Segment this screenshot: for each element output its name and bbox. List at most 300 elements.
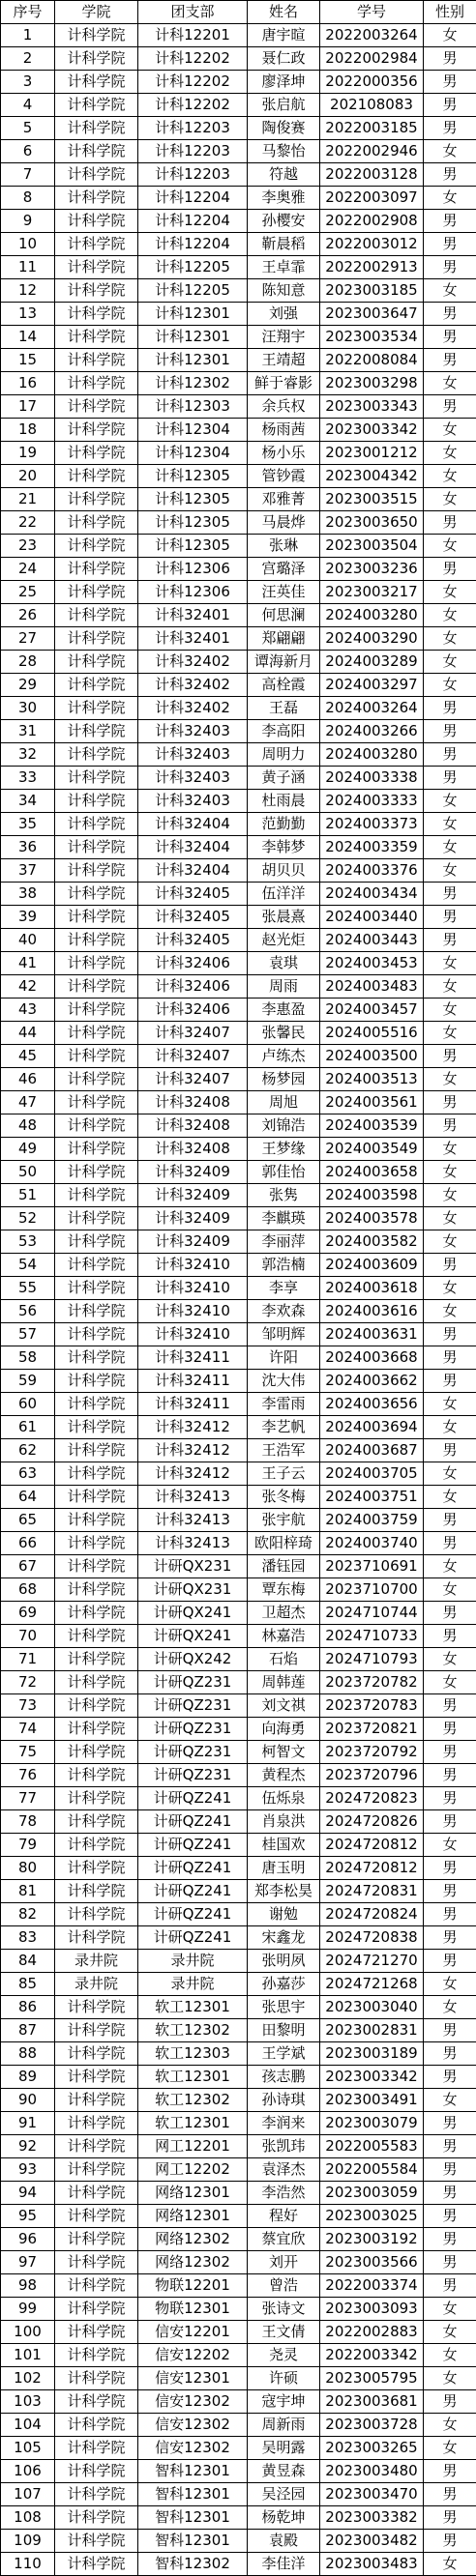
cell-gender: 女 [424, 465, 476, 488]
cell-student-id: 2023003189 [320, 2042, 424, 2066]
table-row [1, 47, 476, 71]
cell-branch: 计科12301 [138, 303, 248, 326]
table-row [1, 2228, 476, 2251]
cell-branch: 计科32411 [138, 1393, 248, 1416]
cell-gender: 男 [424, 1694, 476, 1718]
cell-student-id: 2022008084 [320, 349, 424, 372]
cell-branch: 计科32410 [138, 1300, 248, 1323]
table-row [1, 1184, 476, 1207]
cell-name: 聂仁政 [248, 47, 320, 71]
cell-gender: 男 [424, 2390, 476, 2414]
cell-college: 计科学院 [55, 2158, 138, 2182]
cell-college: 计科学院 [55, 395, 138, 419]
cell-student-id: 2024003598 [320, 1184, 424, 1207]
cell-college: 计科学院 [55, 2135, 138, 2158]
cell-branch: 计研QZ241 [138, 1880, 248, 1903]
cell-name: 许硕 [248, 2367, 320, 2390]
cell-branch: 智科12301 [138, 2530, 248, 2553]
cell-name: 何思澜 [248, 604, 320, 627]
cell-index: 82 [1, 1903, 55, 1926]
table-row [1, 581, 476, 604]
cell-branch: 计科12202 [138, 47, 248, 71]
cell-index: 109 [1, 2530, 55, 2553]
cell-index: 33 [1, 767, 55, 790]
cell-student-id: 2024003440 [320, 906, 424, 929]
cell-gender: 女 [424, 2414, 476, 2437]
cell-index: 13 [1, 303, 55, 326]
cell-branch: 计科32413 [138, 1532, 248, 1555]
cell-college: 计科学院 [55, 1068, 138, 1091]
cell-name: 黄昱森 [248, 2460, 320, 2483]
cell-student-id: 2023003343 [320, 395, 424, 419]
cell-gender: 女 [424, 790, 476, 813]
cell-branch: 计科12301 [138, 326, 248, 349]
cell-college: 计科学院 [55, 836, 138, 859]
cell-student-id: 2024003457 [320, 999, 424, 1022]
cell-student-id: 2023003534 [320, 326, 424, 349]
cell-college: 计科学院 [55, 1857, 138, 1880]
cell-student-id: 2024003483 [320, 975, 424, 999]
cell-branch: 信安12201 [138, 2321, 248, 2344]
cell-branch: 计研QZ241 [138, 1787, 248, 1810]
cell-branch: 计科12203 [138, 163, 248, 187]
cell-index: 31 [1, 720, 55, 743]
cell-name: 靳晨稻 [248, 233, 320, 256]
table-row [1, 1114, 476, 1138]
cell-gender: 女 [424, 1393, 476, 1416]
table-body [1, 24, 476, 2576]
cell-college: 计科学院 [55, 2112, 138, 2135]
cell-branch: 计科32407 [138, 1022, 248, 1045]
cell-index: 85 [1, 1973, 55, 1996]
cell-gender: 女 [424, 1161, 476, 1184]
cell-name: 宋鑫龙 [248, 1926, 320, 1950]
table-row [1, 767, 476, 790]
cell-college: 计科学院 [55, 790, 138, 813]
cell-branch: 智科12301 [138, 2506, 248, 2530]
cell-gender: 女 [424, 1207, 476, 1230]
table-row [1, 442, 476, 465]
cell-name: 廖泽坤 [248, 71, 320, 94]
cell-college: 计科学院 [55, 2182, 138, 2205]
cell-college: 录井院 [55, 1973, 138, 1996]
cell-college: 计科学院 [55, 604, 138, 627]
cell-index: 8 [1, 187, 55, 210]
cell-name: 孩志鹏 [248, 2066, 320, 2089]
cell-name: 曾浩 [248, 2274, 320, 2298]
cell-student-id: 2024003561 [320, 1091, 424, 1114]
cell-branch: 计科32413 [138, 1509, 248, 1532]
cell-gender: 男 [424, 395, 476, 419]
cell-college: 计科学院 [55, 627, 138, 651]
cell-branch: 计研QZ241 [138, 1926, 248, 1950]
cell-index: 84 [1, 1950, 55, 1973]
cell-branch: 网络12301 [138, 2205, 248, 2228]
cell-student-id: 2024003759 [320, 1509, 424, 1532]
cell-name: 周韩莲 [248, 1671, 320, 1694]
cell-college: 计科学院 [55, 2506, 138, 2530]
cell-branch: 信安12301 [138, 2367, 248, 2390]
cell-student-id: 2024003549 [320, 1138, 424, 1161]
cell-college: 计科学院 [55, 1416, 138, 1439]
cell-index: 9 [1, 210, 55, 233]
cell-student-id: 2023003515 [320, 488, 424, 511]
cell-index: 79 [1, 1834, 55, 1857]
cell-gender: 女 [424, 674, 476, 697]
cell-name: 王梦缘 [248, 1138, 320, 1161]
table-row [1, 140, 476, 163]
cell-student-id: 2024003631 [320, 1323, 424, 1346]
cell-branch: 计科32411 [138, 1370, 248, 1393]
cell-gender: 女 [424, 1184, 476, 1207]
cell-branch: 智科12302 [138, 2553, 248, 2576]
cell-gender: 女 [424, 999, 476, 1022]
cell-student-id: 2023003681 [320, 2390, 424, 2414]
cell-name: 高栓霞 [248, 674, 320, 697]
cell-college: 计科学院 [55, 1439, 138, 1462]
cell-gender: 男 [424, 1718, 476, 1741]
cell-gender: 男 [424, 71, 476, 94]
cell-name: 郭浩楠 [248, 1254, 320, 1277]
cell-branch: 计科32404 [138, 836, 248, 859]
table-row [1, 465, 476, 488]
cell-name: 唐宇暄 [248, 24, 320, 47]
table-row [1, 349, 476, 372]
cell-name: 郭佳怡 [248, 1161, 320, 1184]
cell-branch: 计科12205 [138, 256, 248, 279]
cell-name: 张隽 [248, 1184, 320, 1207]
cell-college: 计科学院 [55, 1602, 138, 1625]
cell-gender: 男 [424, 767, 476, 790]
cell-name: 伍洋洋 [248, 883, 320, 906]
cell-name: 张琳 [248, 535, 320, 558]
cell-name: 张宇航 [248, 1509, 320, 1532]
cell-college: 计科学院 [55, 163, 138, 187]
cell-college: 计科学院 [55, 140, 138, 163]
cell-index: 37 [1, 859, 55, 883]
cell-student-id: 2024003290 [320, 627, 424, 651]
cell-gender: 女 [424, 1462, 476, 1486]
cell-name: 王文倩 [248, 2321, 320, 2344]
cell-branch: 计科32407 [138, 1068, 248, 1091]
cell-branch: 计科12202 [138, 71, 248, 94]
table-row [1, 1323, 476, 1346]
table-row [1, 906, 476, 929]
cell-gender: 女 [424, 952, 476, 975]
cell-branch: 计研QX231 [138, 1578, 248, 1602]
table-row [1, 395, 476, 419]
cell-gender: 男 [424, 1091, 476, 1114]
table-row [1, 1810, 476, 1834]
cell-college: 计科学院 [55, 674, 138, 697]
cell-student-id: 2022005583 [320, 2135, 424, 2158]
cell-index: 6 [1, 140, 55, 163]
cell-college: 计科学院 [55, 975, 138, 999]
cell-branch: 智科12301 [138, 2460, 248, 2483]
cell-index: 110 [1, 2553, 55, 2576]
table-row [1, 2066, 476, 2089]
cell-gender: 女 [424, 1834, 476, 1857]
cell-gender: 男 [424, 1903, 476, 1926]
cell-student-id: 2023003059 [320, 2182, 424, 2205]
cell-branch: 计科32410 [138, 1277, 248, 1300]
cell-student-id: 2023003342 [320, 419, 424, 442]
table-row [1, 1416, 476, 1439]
cell-college: 计科学院 [55, 2367, 138, 2390]
cell-index: 94 [1, 2182, 55, 2205]
cell-index: 107 [1, 2483, 55, 2506]
cell-name: 宫璐泽 [248, 558, 320, 581]
cell-index: 29 [1, 674, 55, 697]
table-row [1, 2042, 476, 2066]
cell-college: 计科学院 [55, 2321, 138, 2344]
cell-student-id: 2022002883 [320, 2321, 424, 2344]
cell-name: 汪翔宇 [248, 326, 320, 349]
cell-name: 尧灵 [248, 2344, 320, 2367]
cell-college: 计科学院 [55, 1393, 138, 1416]
cell-student-id: 2024003694 [320, 1416, 424, 1439]
cell-branch: 计研QX231 [138, 1555, 248, 1578]
table-row [1, 1555, 476, 1578]
table-row [1, 2506, 476, 2530]
cell-college: 计科学院 [55, 1834, 138, 1857]
cell-college: 计科学院 [55, 2089, 138, 2112]
cell-name: 周旭 [248, 1091, 320, 1114]
cell-name: 谢勉 [248, 1903, 320, 1926]
cell-student-id: 2023003566 [320, 2251, 424, 2274]
cell-branch: 计科32405 [138, 883, 248, 906]
cell-college: 计科学院 [55, 697, 138, 720]
cell-index: 43 [1, 999, 55, 1022]
cell-name: 李雷雨 [248, 1393, 320, 1416]
cell-college: 计科学院 [55, 488, 138, 511]
cell-branch: 计科32404 [138, 813, 248, 836]
cell-student-id: 202108083 [320, 94, 424, 117]
cell-branch: 计科32405 [138, 929, 248, 952]
cell-gender: 男 [424, 2019, 476, 2042]
cell-gender: 女 [424, 1996, 476, 2019]
cell-gender: 女 [424, 604, 476, 627]
cell-college: 计科学院 [55, 1207, 138, 1230]
table-row [1, 883, 476, 906]
cell-branch: 计研QZ241 [138, 1903, 248, 1926]
cell-branch: 计科32403 [138, 720, 248, 743]
table-row [1, 1926, 476, 1950]
cell-branch: 计科12204 [138, 233, 248, 256]
cell-name: 孙诗琪 [248, 2089, 320, 2112]
cell-branch: 计研QZ241 [138, 1810, 248, 1834]
table-row [1, 1091, 476, 1114]
cell-college: 计科学院 [55, 1578, 138, 1602]
cell-index: 83 [1, 1926, 55, 1950]
cell-student-id: 2024003513 [320, 1068, 424, 1091]
cell-gender: 男 [424, 2530, 476, 2553]
table-row [1, 790, 476, 813]
cell-college: 计科学院 [55, 1161, 138, 1184]
cell-index: 102 [1, 2367, 55, 2390]
cell-index: 68 [1, 1578, 55, 1602]
cell-index: 23 [1, 535, 55, 558]
table-row [1, 1486, 476, 1509]
table-row [1, 1787, 476, 1810]
cell-college: 计科学院 [55, 47, 138, 71]
table-row [1, 1462, 476, 1486]
cell-index: 49 [1, 1138, 55, 1161]
cell-branch: 计研QX241 [138, 1602, 248, 1625]
cell-branch: 计科32403 [138, 743, 248, 767]
cell-gender: 男 [424, 1532, 476, 1555]
cell-branch: 计科32403 [138, 790, 248, 813]
cell-branch: 计科32406 [138, 975, 248, 999]
cell-name: 李奥雅 [248, 187, 320, 210]
cell-name: 潘钰园 [248, 1555, 320, 1578]
cell-student-id: 2023003298 [320, 372, 424, 395]
cell-college: 计科学院 [55, 1810, 138, 1834]
cell-index: 15 [1, 349, 55, 372]
cell-name: 张凯玮 [248, 2135, 320, 2158]
cell-index: 30 [1, 697, 55, 720]
cell-student-id: 2024003359 [320, 836, 424, 859]
cell-branch: 计科32410 [138, 1254, 248, 1277]
cell-gender: 男 [424, 163, 476, 187]
table-row [1, 674, 476, 697]
cell-branch: 软工12302 [138, 2089, 248, 2112]
cell-name: 刘开 [248, 2251, 320, 2274]
table-row [1, 859, 476, 883]
cell-name: 杨乾坤 [248, 2506, 320, 2530]
cell-index: 46 [1, 1068, 55, 1091]
cell-gender: 男 [424, 2182, 476, 2205]
cell-name: 周明力 [248, 743, 320, 767]
cell-index: 12 [1, 279, 55, 303]
cell-branch: 网工12201 [138, 2135, 248, 2158]
cell-index: 36 [1, 836, 55, 859]
cell-branch: 计研QZ231 [138, 1694, 248, 1718]
cell-gender: 男 [424, 1810, 476, 1834]
cell-index: 74 [1, 1718, 55, 1741]
cell-index: 24 [1, 558, 55, 581]
cell-student-id: 2023002831 [320, 2019, 424, 2042]
cell-index: 91 [1, 2112, 55, 2135]
cell-name: 李丽萍 [248, 1230, 320, 1254]
cell-college: 计科学院 [55, 1138, 138, 1161]
cell-student-id: 2023001212 [320, 442, 424, 465]
cell-gender: 男 [424, 326, 476, 349]
cell-gender: 女 [424, 1277, 476, 1300]
cell-name: 林嘉浩 [248, 1625, 320, 1648]
cell-index: 27 [1, 627, 55, 651]
cell-student-id: 2023003483 [320, 2553, 424, 2576]
cell-gender: 女 [424, 1022, 476, 1045]
table-row [1, 1022, 476, 1045]
cell-branch: 计科32409 [138, 1207, 248, 1230]
cell-branch: 计科32401 [138, 627, 248, 651]
cell-gender: 男 [424, 929, 476, 952]
cell-college: 计科学院 [55, 1996, 138, 2019]
cell-gender: 男 [424, 1857, 476, 1880]
cell-name: 李享 [248, 1277, 320, 1300]
cell-gender: 女 [424, 488, 476, 511]
cell-college: 计科学院 [55, 1625, 138, 1648]
header-index: 序号 [1, 1, 55, 24]
cell-student-id: 2022003374 [320, 2274, 424, 2298]
cell-college: 计科学院 [55, 233, 138, 256]
cell-index: 97 [1, 2251, 55, 2274]
cell-branch: 计科12302 [138, 372, 248, 395]
cell-gender: 女 [424, 2553, 476, 2576]
cell-index: 72 [1, 1671, 55, 1694]
cell-index: 62 [1, 1439, 55, 1462]
cell-index: 105 [1, 2437, 55, 2460]
cell-name: 张明夙 [248, 1950, 320, 1973]
cell-name: 唐玉明 [248, 1857, 320, 1880]
cell-student-id: 2024003338 [320, 767, 424, 790]
table-row [1, 604, 476, 627]
cell-student-id: 2024710793 [320, 1648, 424, 1671]
cell-college: 计科学院 [55, 1532, 138, 1555]
cell-student-id: 2024003687 [320, 1439, 424, 1462]
cell-name: 马黎怡 [248, 140, 320, 163]
table-row [1, 419, 476, 442]
cell-student-id: 2024003266 [320, 720, 424, 743]
cell-branch: 物联12301 [138, 2298, 248, 2321]
cell-student-id: 2024710744 [320, 1602, 424, 1625]
cell-index: 7 [1, 163, 55, 187]
cell-name: 向海勇 [248, 1718, 320, 1741]
cell-name: 肖泉洪 [248, 1810, 320, 1834]
cell-index: 65 [1, 1509, 55, 1532]
cell-gender: 女 [424, 627, 476, 651]
cell-branch: 计科32409 [138, 1184, 248, 1207]
cell-name: 王靖超 [248, 349, 320, 372]
cell-name: 王浩军 [248, 1439, 320, 1462]
cell-index: 88 [1, 2042, 55, 2066]
cell-student-id: 2022000356 [320, 71, 424, 94]
table-row [1, 2344, 476, 2367]
table-row [1, 2530, 476, 2553]
cell-student-id: 2024003668 [320, 1346, 424, 1370]
cell-branch: 计科32402 [138, 697, 248, 720]
cell-student-id: 2024003662 [320, 1370, 424, 1393]
cell-student-id: 2024003289 [320, 651, 424, 674]
cell-student-id: 2023720782 [320, 1671, 424, 1694]
cell-branch: 计科32408 [138, 1114, 248, 1138]
cell-gender: 男 [424, 2274, 476, 2298]
cell-student-id: 2024003656 [320, 1393, 424, 1416]
cell-college: 计科学院 [55, 2483, 138, 2506]
cell-college: 计科学院 [55, 1300, 138, 1323]
cell-index: 28 [1, 651, 55, 674]
table-row [1, 2158, 476, 2182]
cell-gender: 男 [424, 2112, 476, 2135]
cell-college: 计科学院 [55, 2042, 138, 2066]
cell-college: 计科学院 [55, 2390, 138, 2414]
cell-college: 计科学院 [55, 1022, 138, 1045]
cell-student-id: 2024003751 [320, 1486, 424, 1509]
cell-student-id: 2022002946 [320, 140, 424, 163]
cell-college: 计科学院 [55, 743, 138, 767]
table-row [1, 2274, 476, 2298]
cell-index: 70 [1, 1625, 55, 1648]
cell-college: 计科学院 [55, 1045, 138, 1068]
cell-student-id: 2024003280 [320, 604, 424, 627]
cell-name: 柯智文 [248, 1741, 320, 1764]
cell-gender: 女 [424, 372, 476, 395]
cell-college: 计科学院 [55, 1091, 138, 1114]
cell-gender: 男 [424, 1509, 476, 1532]
cell-gender: 男 [424, 1741, 476, 1764]
cell-branch: 计科12306 [138, 558, 248, 581]
